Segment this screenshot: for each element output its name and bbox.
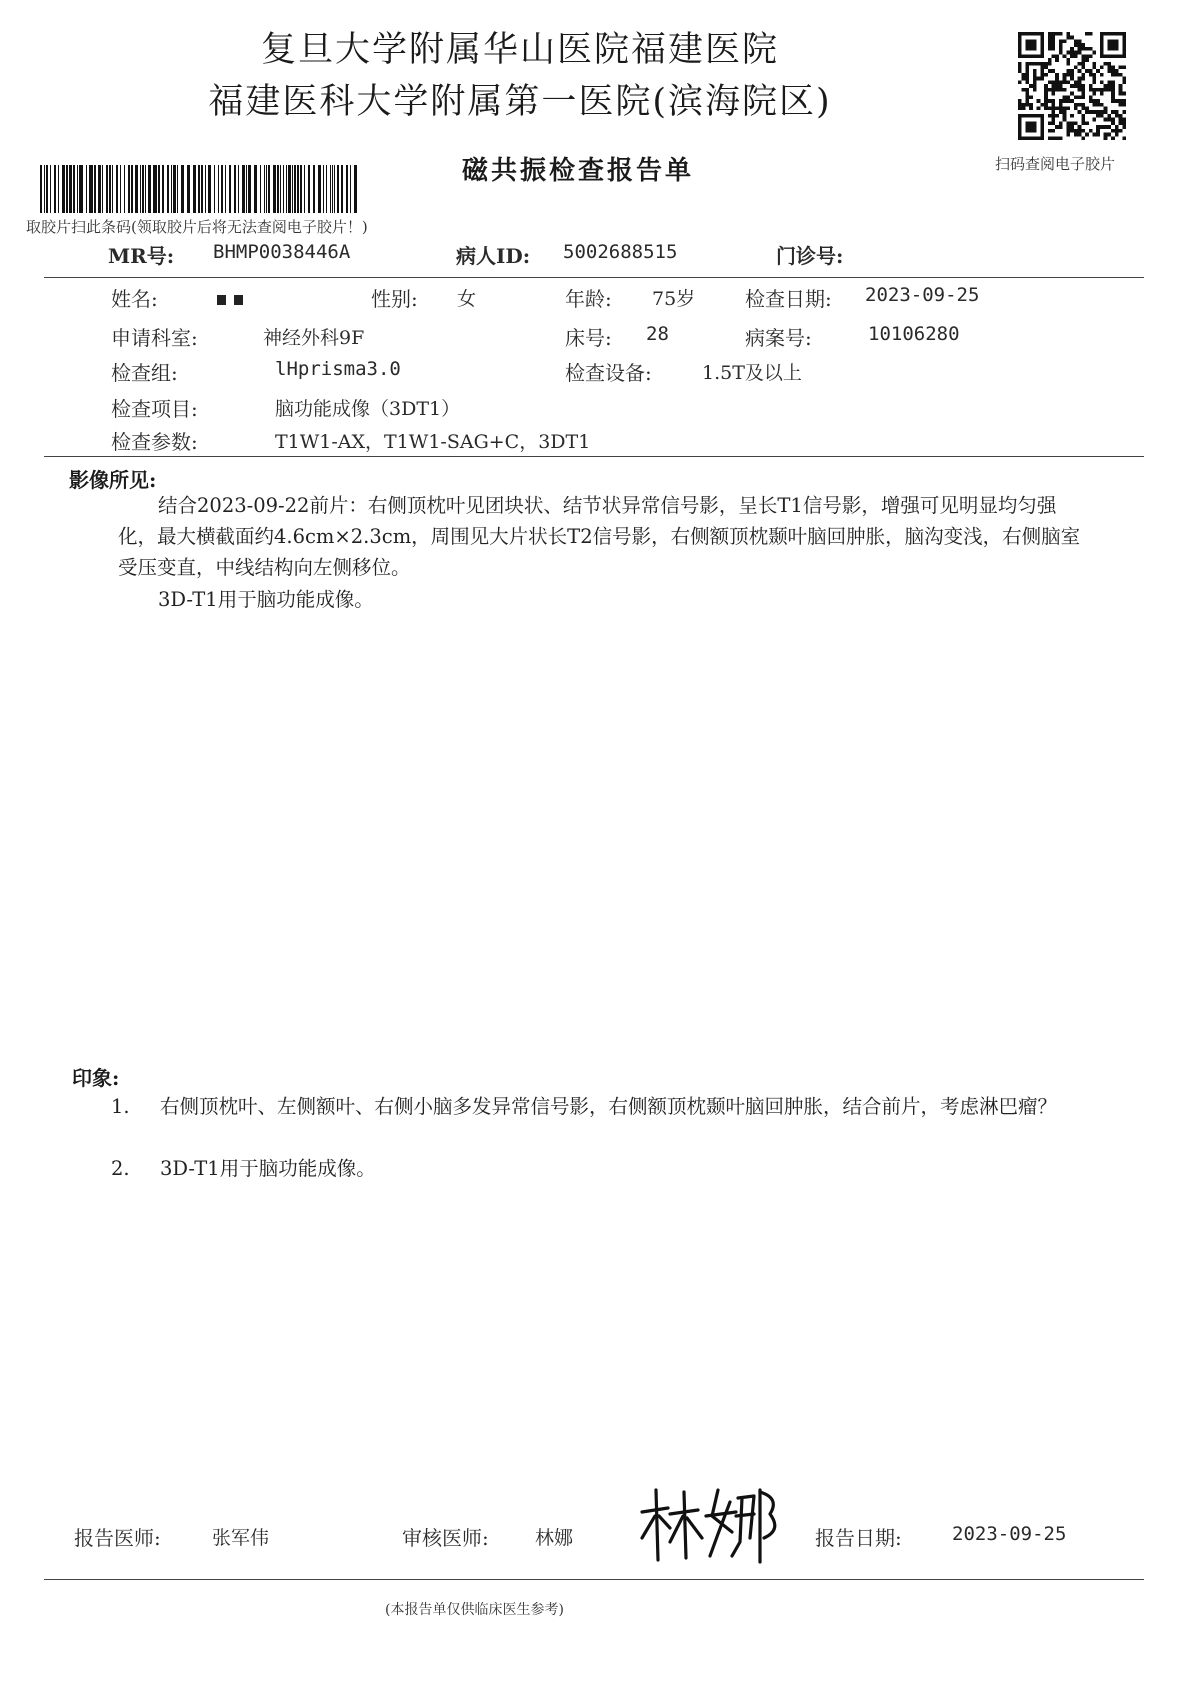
sex-value: 女 [457,288,477,310]
impression-item-1-text: 右侧顶枕叶、左侧额叶、右侧小脑多发异常信号影，右侧额顶枕颞叶脑回肿胀，结合前片，考虑淋巴瘤？ [160,1095,1058,1118]
age-value: 75岁 [652,288,696,310]
reporter-label: 报告医师: [74,1526,161,1550]
qr-note: 扫码查阅电子胶片 [995,155,1116,173]
case-no-label: 病案号: [745,326,812,350]
case-no-value: 10106280 [868,323,960,345]
exam-item-label: 检查项目: [111,397,198,421]
name-redacted [213,290,247,309]
exam-device-value: 1.5T及以上 [702,362,802,384]
handwritten-signature [636,1472,786,1572]
dept-value: 神经外科9F [263,327,365,349]
hospital-name-line1: 复旦大学附属华山医院福建医院 [260,30,779,70]
impression-title: 印象: [72,1066,120,1090]
exam-date-value: 2023-09-25 [865,284,980,306]
header-divider [44,277,1144,278]
hospital-name-line2: 福建医科大学附属第一医院(滨海院区) [208,82,832,122]
disclaimer-note: (本报告单仅供临床医生参考) [385,1602,564,1618]
patient-id-value: 5002688515 [563,241,678,263]
findings-title: 影像所见: [69,468,157,492]
barcode-image[interactable] [40,165,360,213]
name-label: 姓名: [111,287,158,311]
reviewer-value: 林娜 [535,1527,574,1549]
exam-date-label: 检查日期: [745,287,832,311]
exam-params-value: T1W1-AX，T1W1-SAG+C，3DT1 [275,431,591,453]
qr-code-image[interactable] [1018,32,1126,140]
bed-label: 床号: [565,326,612,350]
reporter-value: 张军伟 [212,1527,270,1549]
info-divider [44,456,1144,457]
findings-paragraph-2: 3D-T1用于脑功能成像。 [158,588,374,611]
findings-paragraph: 结合2023-09-22前片：右侧顶枕叶见团块状、结节状异常信号影，呈长T1信号影，增强可见明显均匀强化，最大横截面约4.6cm×2.3cm，周围见大片状长T2信号影，右侧额顶枕颞叶脑回肿胀，脑沟变浅，右侧脑室受压变直，中线结构向左侧移位。 [118,494,1081,579]
age-label: 年龄: [565,287,612,311]
report-title: 磁共振检查报告单 [462,156,695,186]
exam-params-label: 检查参数: [111,430,198,454]
clinic-no-label: 门诊号: [776,244,844,268]
bed-value: 28 [646,323,669,345]
footer-divider [44,1579,1144,1580]
dept-label: 申请科室: [111,326,198,350]
report-date-value: 2023-09-25 [952,1523,1067,1545]
barcode-note: 取胶片扫此条码(领取胶片后将无法查阅电子胶片！) [26,218,368,236]
patient-id-label: 病人ID: [456,244,531,268]
report-date-label: 报告日期: [815,1526,902,1550]
exam-group-label: 检查组: [111,361,178,385]
exam-group-value: lHprisma3.0 [275,358,401,380]
impression-item-2-num: 2. [111,1157,130,1180]
exam-item-value: 脑功能成像（3DT1） [275,398,461,420]
exam-device-label: 检查设备: [565,361,652,385]
mr-label: MR号: [108,244,175,268]
reviewer-label: 审核医师: [402,1526,489,1550]
impression-item-2-text: 3D-T1用于脑功能成像。 [160,1157,376,1180]
sex-label: 性别: [371,287,418,311]
mr-value: BHMP0038446A [213,241,351,263]
impression-item-1-num: 1. [111,1095,130,1118]
